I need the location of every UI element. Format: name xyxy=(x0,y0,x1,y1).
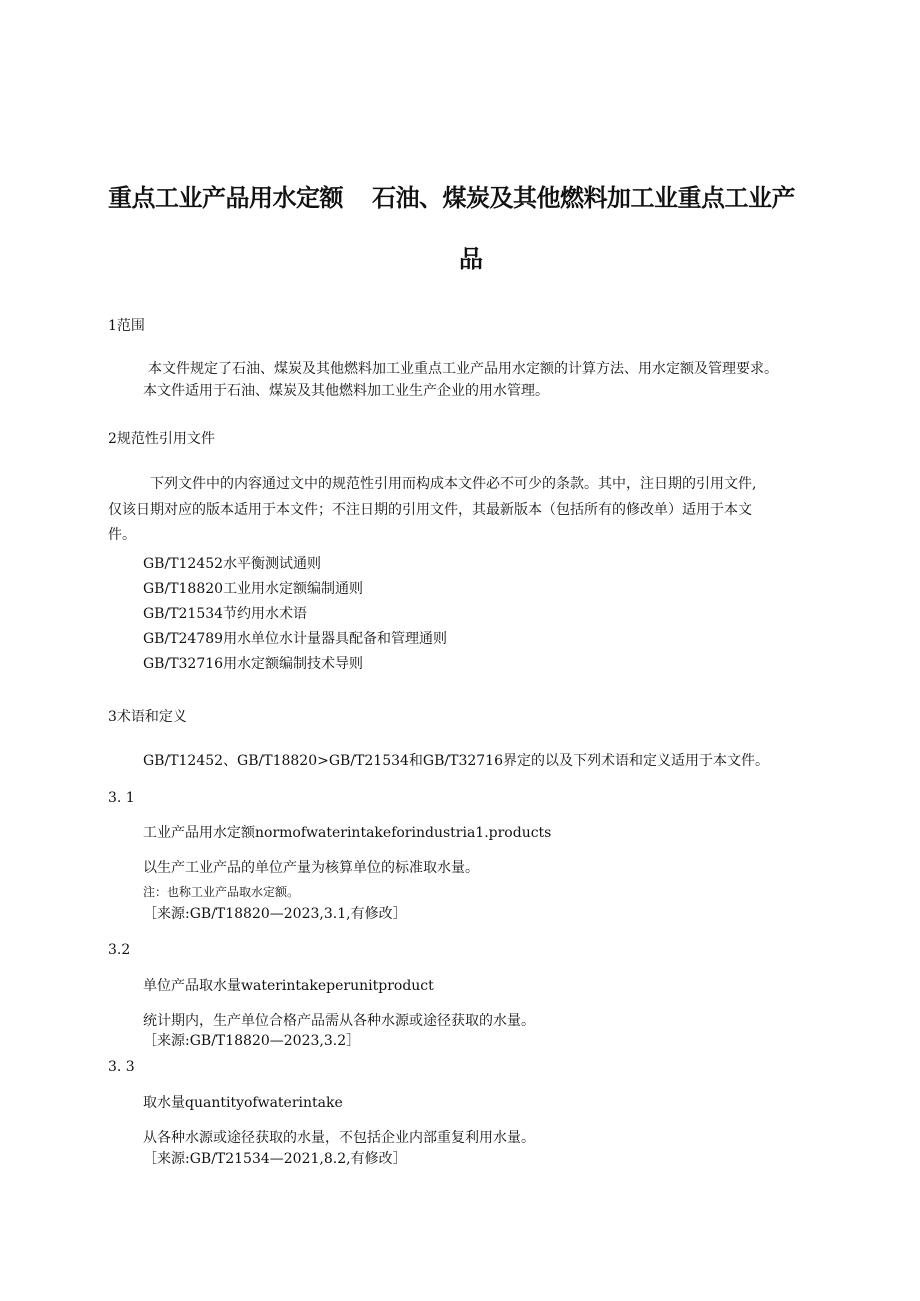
reference-item: GB/T21534节约用水术语 xyxy=(143,606,308,622)
document-title-part2: 石油、煤炭及其他燃料加工业重点工业产 xyxy=(372,184,795,212)
reference-item: GB/T24789用水单位水计量器具配备和管理通则 xyxy=(143,631,448,647)
term-title: 工业产品用水定额normofwaterintakeforindustria1.products xyxy=(143,825,552,841)
term-note: 注：也称工业产品取水定额。 xyxy=(143,885,300,899)
term-number: 3. 1 xyxy=(108,790,135,806)
term-source: ［来源:GB/T18820—2023,3.1,有修改］ xyxy=(143,906,407,922)
section1-heading: 1范围 xyxy=(108,318,145,334)
term-title: 单位产品取水量waterintakeperunitproduct xyxy=(143,978,434,994)
term-source: ［来源:GB/T21534—2021,8.2,有修改］ xyxy=(143,1151,407,1167)
section1-paragraph2: 本文件适用于石油、煤炭及其他燃料加工业生产企业的用水管理。 xyxy=(143,383,549,399)
reference-item: GB/T18820工业用水定额编制通则 xyxy=(143,581,364,597)
document-title-line2: 品 xyxy=(459,245,483,273)
reference-item: GB/T32716用水定额编制技术导则 xyxy=(143,656,364,672)
term-title: 取水量quantityofwaterintake xyxy=(143,1095,343,1111)
term-definition: 以生产工业产品的单位产量为核算单位的标准取水量。 xyxy=(143,860,479,876)
section3-heading: 3术语和定义 xyxy=(108,709,187,725)
document-title-part1: 重点工业产品用水定额 xyxy=(108,184,343,212)
section3-intro: GB/T12452、GB/T18820>GB/T21534和GB/T32716界定的以及下列术语和定义适用于本文件。 xyxy=(143,753,769,769)
term-source: ［来源:GB/T18820—2023,3.2］ xyxy=(143,1033,361,1049)
section2-heading: 2规范性引用文件 xyxy=(108,431,215,447)
section1-paragraph1: 本文件规定了石油、煤炭及其他燃料加工业重点工业产品用水定额的计算方法、用水定额及管理要求。 xyxy=(148,361,778,377)
term-definition: 从各种水源或途径获取的水量，不包括企业内部重复利用水量。 xyxy=(143,1130,535,1146)
term-definition: 统计期内，生产单位合格产品需从各种水源或途径获取的水量。 xyxy=(143,1013,535,1029)
term-number: 3.2 xyxy=(108,942,131,958)
term-number: 3. 3 xyxy=(108,1059,135,1075)
section2-paragraph-line2: 仅该日期对应的版本适用于本文件；不注日期的引用文件，其最新版本（包括所有的修改单）适用于本文 xyxy=(108,502,752,518)
section2-paragraph-line3: 件。 xyxy=(108,527,136,543)
reference-item: GB/T12452水平衡测试通则 xyxy=(143,556,322,572)
section2-paragraph-line1: 下列文件中的内容通过文中的规范性引用而构成本文件必不可少的条款。其中，注日期的引用文件, xyxy=(150,476,757,492)
